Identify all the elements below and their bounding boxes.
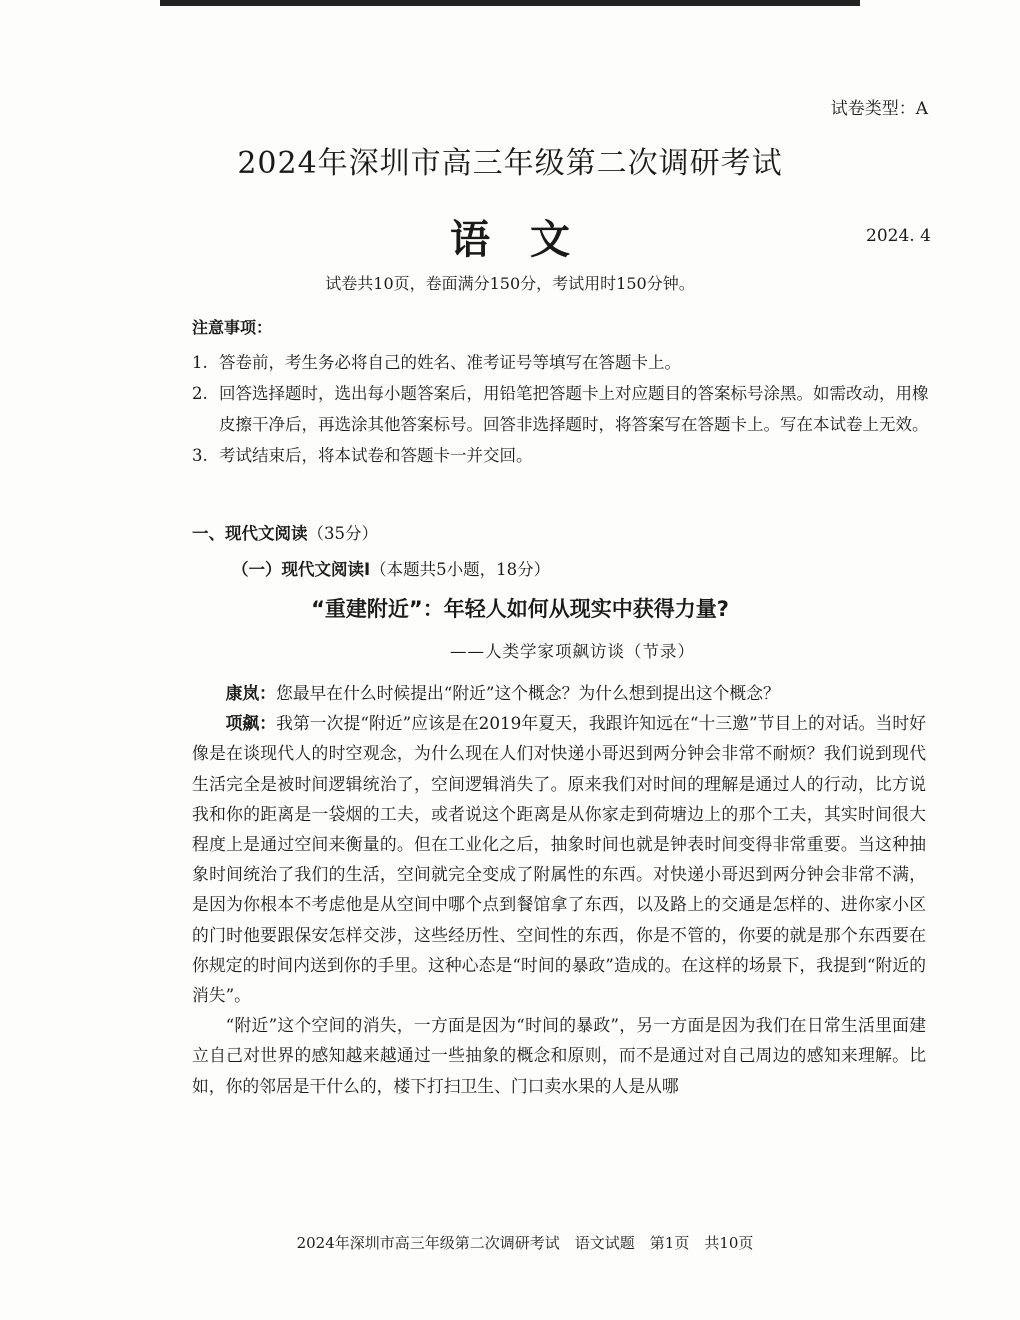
- paragraph-text: 我第一次提“附近”应该是在2019年夏天，我跟许知远在“十三邀”节目上的对话。当时好像是在谈现代人的时空观念，为什么现在人们对快递小哥迟到两分钟会非常不耐烦？我们说到现代生活完全是被时间逻辑统治了，空间逻辑消失了。原来我们对时间的理解是通过人的行动，比方说我和你的距离是一袋烟的工夫，或者说这个距离是从你家走到荷塘边上的那个工夫，其实时间很大程度上是通过空间来衡量的。但在工业化之后，抽象时间也就是钟表时间变得非常重要。当这种抽象时间统治了我们的生活，空间就完全变成了附属性的东西。对快递小哥迟到两分钟会非常不满，是因为你根本不考虑他是从空间中哪个点到餐馆拿了东西，以及路上的交通是怎样的、进你家小区的门时他要跟保安怎样交涉，这些经历性、空间性的东西，你是不管的，你要的就是那个东西要在你规定的时间内送到你的手里。这种心态是“时间的暴政”造成的。在这样的场景下，我提到“附近的消失”。: [192, 713, 926, 1006]
- article-subtitle: ——人类学家项飙访谈（节录）: [450, 642, 695, 661]
- notes-list: [192, 347, 932, 471]
- section-heading: [192, 520, 378, 544]
- note-text: 考试结束后，将本试卷和答题卡一并交回。: [219, 446, 533, 465]
- note-number: 1.: [192, 353, 208, 372]
- article-paragraph: [192, 1010, 926, 1101]
- section-title: 一、现代文阅读: [192, 524, 308, 543]
- article-title: “重建附近”：年轻人如何从现实中获得力量?: [311, 597, 729, 621]
- article-body: [192, 678, 926, 1101]
- notes-heading: 注意事项：: [192, 318, 273, 337]
- exam-info: 试卷共10页，卷面满分150分，考试用时150分钟。: [325, 274, 695, 293]
- note-item: [192, 440, 932, 471]
- exam-type-label: 试卷类型：A: [830, 99, 928, 119]
- subsection-heading: [232, 556, 550, 580]
- subsection-info: （本题共5小题，18分）: [370, 560, 551, 579]
- note-text: 回答选择题时，选出每小题答案后，用铅笔把答题卡上对应题目的答案标号涂黑。如需改动，用橡皮擦干净后，再选涂其他答案标号。回答非选择题时，将答案写在答题卡上。写在本试卷上无效。: [219, 384, 929, 434]
- note-item: [192, 378, 932, 440]
- note-number: 2.: [192, 384, 208, 403]
- subsection-title: （一）现代文阅读I: [232, 560, 371, 579]
- article-paragraph: [192, 708, 926, 1010]
- exam-date: 2024. 4: [866, 226, 931, 246]
- scan-edge: [160, 0, 860, 6]
- note-item: [192, 347, 932, 378]
- article-paragraph: [192, 678, 926, 708]
- speaker-name: 项飙：: [225, 713, 277, 734]
- note-text: 答卷前，考生务必将自己的姓名、准考证号等填写在答题卡上。: [219, 353, 681, 372]
- exam-title: 2024年深圳市高三年级第二次调研考试: [237, 146, 783, 181]
- speaker-name: 康岚：: [225, 683, 276, 703]
- subject-title: 语文: [450, 217, 610, 263]
- note-number: 3.: [192, 446, 208, 465]
- paragraph-text: “附近”这个空间的消失，一方面是因为“时间的暴政”，另一方面是因为我们在日常生活里面建立自己对世界的感知越来越通过一些抽象的概念和原则，而不是通过对自己周边的感知来理解。比如，你的邻居是干什么的，楼下打扫卫生、门口卖水果的人是从哪: [192, 1015, 926, 1096]
- section-score: （35分）: [307, 524, 378, 543]
- paragraph-text: 您最早在什么时候提出“附近”这个概念？为什么想到提出这个概念？: [275, 683, 780, 703]
- page-footer: 2024年深圳市高三年级第二次调研考试 语文试题 第1页 共10页: [296, 1234, 754, 1252]
